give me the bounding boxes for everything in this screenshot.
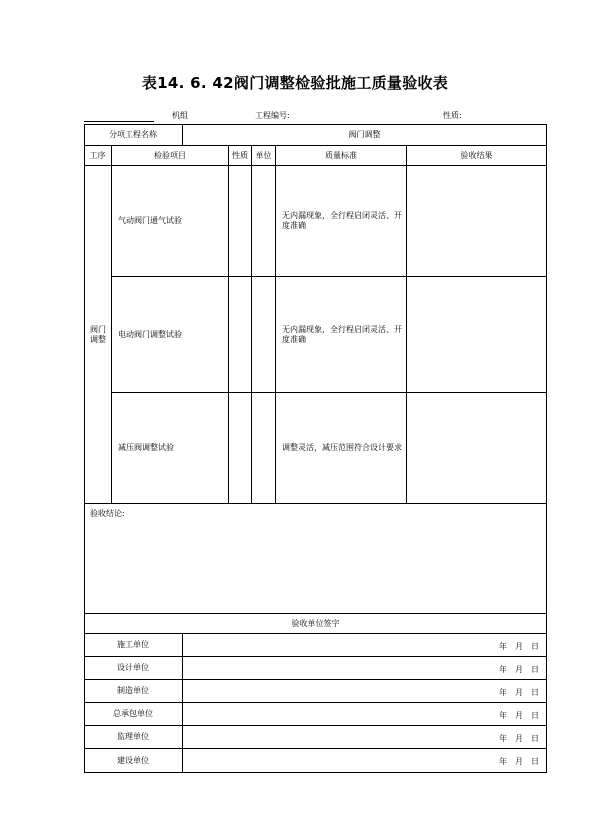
- item-name: 减压阀调整试验: [118, 443, 174, 452]
- signature-date: 年 月 日: [499, 734, 539, 743]
- table-border: [546, 124, 547, 773]
- unit-label: 机组: [172, 111, 188, 120]
- table-rule: [228, 145, 229, 503]
- signature-unit-label: 制造单位: [117, 686, 149, 695]
- page-title: 表14. 6. 42阀门调整检验批施工质量验收表: [141, 74, 449, 92]
- signature-title: 验收单位签字: [291, 618, 340, 628]
- table-rule: [251, 145, 252, 503]
- table-border: [84, 772, 547, 773]
- signature-unit-label: 总承包单位: [113, 709, 153, 718]
- item-standard: 调整灵活，减压范围符合设计要求: [282, 443, 402, 452]
- col-header-unit: 单位: [255, 150, 272, 160]
- col-header-nature: 性质: [232, 150, 248, 160]
- col-header-standard: 质量标准: [325, 150, 357, 160]
- unit-underline: [84, 121, 154, 122]
- signature-unit-label: 设计单位: [117, 663, 149, 672]
- project-no-label: 工程编号:: [255, 111, 290, 120]
- subproject-value: 阀门调整: [348, 130, 381, 139]
- table-rule: [275, 145, 276, 503]
- table-rule: [406, 145, 407, 503]
- item-standard: 无内漏现象，全行程启闭灵活、开度准确: [282, 211, 402, 230]
- acceptance-table: [84, 124, 547, 773]
- conclusion-label: 验收结论:: [90, 509, 125, 518]
- signature-date: 年 月 日: [499, 711, 539, 720]
- item-standard: 无内漏现象，全行程启闭灵活、开度准确: [282, 324, 402, 344]
- col-header-process: 工序: [89, 150, 106, 160]
- signature-date: 年 月 日: [499, 665, 539, 674]
- process-label: 阀门 调整: [90, 324, 106, 344]
- item-name: 电动阀门调整试验: [118, 329, 182, 339]
- signature-unit-label: 建设单位: [117, 755, 149, 765]
- signature-date: 年 月 日: [499, 688, 539, 697]
- table-rule: [84, 503, 547, 504]
- signature-date: 年 月 日: [499, 757, 539, 766]
- table-rule: [111, 145, 112, 503]
- item-name: 气动阀门通气试验: [118, 216, 182, 225]
- signature-date: 年 月 日: [499, 642, 539, 651]
- col-header-result: 验收结果: [460, 150, 493, 160]
- nature-label: 性质:: [443, 111, 462, 120]
- signature-unit-label: 监理单位: [117, 732, 149, 741]
- signature-unit-label: 施工单位: [117, 640, 149, 649]
- col-header-item: 检验项目: [154, 150, 186, 160]
- table-rule: [182, 633, 183, 773]
- subproject-label: 分项工程名称: [109, 130, 157, 139]
